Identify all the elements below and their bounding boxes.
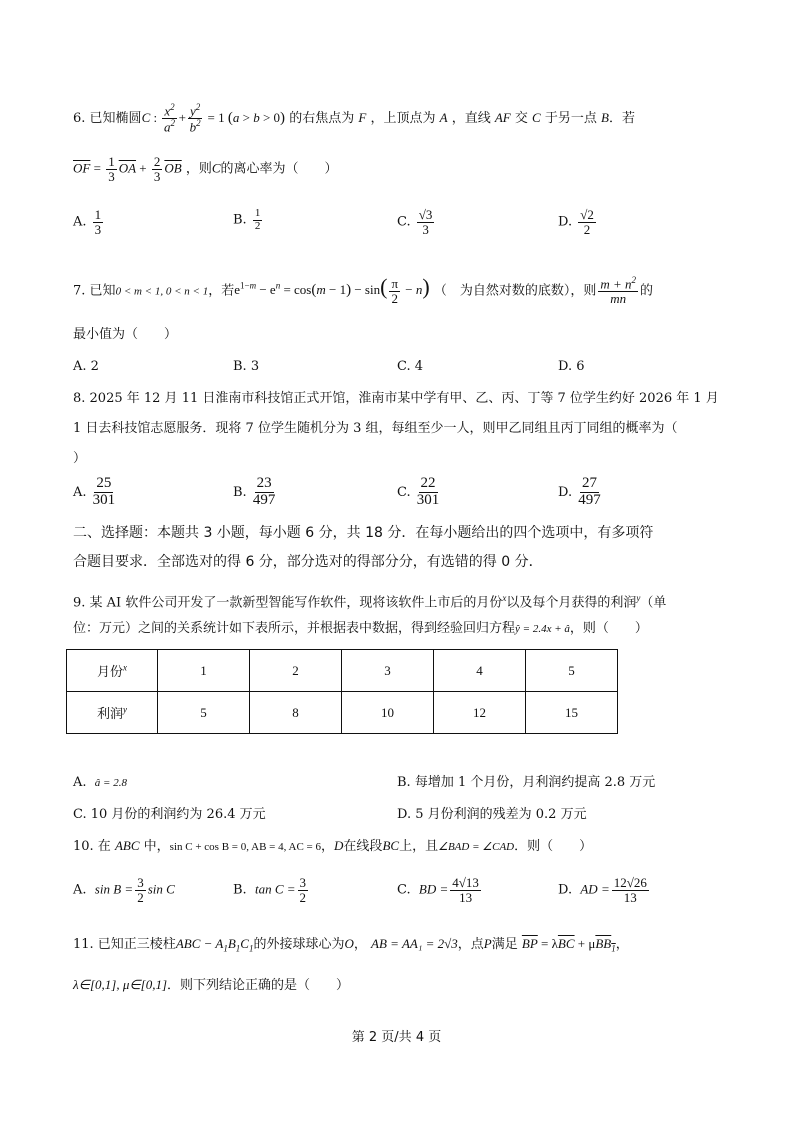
q7-option-d: D. 6 [558, 359, 585, 374]
q10-option-c: C. BD = $\frac{4√13}{13}$ [397, 875, 479, 905]
q6-option-a: A. $\frac{1}{3}$ [73, 207, 102, 237]
q7-option-b: B. 3 [233, 359, 260, 374]
table-cell: 2 [250, 650, 342, 692]
q8-line2: 1 日去科技馆志愿服务．现将 7 位学生随机分为 3 组，每组至少一人，则甲乙同组且丙丁同组的概率为（ [73, 421, 678, 436]
q9-data-table [66, 649, 618, 734]
table-cell: 3 [342, 650, 434, 692]
table-cell: 5 [526, 650, 618, 692]
q6-option-d: D. $\frac{√2}{2}$ [558, 207, 594, 237]
q8-line1: 8. 2025 年 12 月 11 日淮南市科技馆正式开馆，淮南市某中学有甲、乙、丙、丁等 7 位学生约好 2026 年 1 月 [73, 391, 719, 406]
page-footer: 第 2 页/共 4 页 [351, 1030, 442, 1045]
prism-name: ABC − $A_1B_1C_1$ [175, 936, 254, 954]
table-row [67, 692, 618, 734]
vector-condition: $\overline{BP} = \lambda\overline{BC} + \mu BB_1$ [521, 936, 616, 954]
table-cell: 12 [434, 692, 526, 734]
table-cell: 10 [342, 692, 434, 734]
q7-option-c: C. 4 [397, 359, 424, 374]
table-cell: 15 [526, 692, 618, 734]
table-cell: 8 [250, 692, 342, 734]
q8-line3: ） [73, 451, 87, 466]
q8-option-a: A. $\frac{25}{301}$ [73, 475, 116, 508]
ellipse-equation: C [141, 109, 151, 125]
q7-line1: 7. 已知0 < m < 1, 0 < n < 1，若$e^{1-m} - e^n = \cos(m - 1) - \sin$( $\frac{\pi}{2}$ − n) （ 为自然对数的底数），则 $\frac{m + n^2}{mn}$ 的 [73, 274, 654, 306]
q9-line2: 位：万元）之间的关系统计如下表所示，并根据表中数据，得到经验回归方程ŷ = 2.4x + â，则（ ） [73, 621, 648, 636]
table-header-profit: 利润$^y$ [67, 692, 158, 734]
table-cell: 5 [158, 692, 250, 734]
q7-option-a: A. 2 [73, 359, 99, 374]
q8-option-d: D. $\frac{27}{497}$ [558, 475, 601, 508]
section-heading-line2: 合题目要求．全部选对的得 6 分，部分选对的得部分分，有选错的得 0 分． [73, 554, 543, 570]
table-cell: 4 [434, 650, 526, 692]
q6-line2: $\overline{OF}$ = $\frac{1}{3}$ $\overline{OA}$ + $\frac{2}{3}$ $\overline{OB}$ ，则C的离心率为（ ） [73, 154, 338, 184]
table-row [67, 650, 618, 692]
q10-option-a: A. sin B = $\frac{3}{2}$ sin C [73, 875, 175, 905]
q10-line1: 10. 在 ABC 中，sin C + cos B = 0, AB = 4, AC = 6，D在线段BC上，且∠BAD = ∠CAD．则（ ） [73, 838, 593, 854]
q8-option-c: C. $\frac{22}{301}$ [397, 475, 440, 508]
table-cell: 1 [158, 650, 250, 692]
q6-line1: 6. 已知椭圆C : $\frac{x^2}{a^2}$ + $\frac{y^2}{b^2}$ = 1 (a > b > 0) 的右焦点为 F ，上顶点为 A ，直线 AF 交 C 于另一点 B．若 [73, 102, 635, 135]
q11-line2: λ∈[0,1], μ∈[0,1]．则下列结论正确的是（ ） [73, 977, 350, 993]
q9-option-c: C. 10 月份的利润约为 26.4 万元 [73, 807, 266, 822]
q9-option-b: B. 每增加 1 个月份，月利润约提高 2.8 万元 [397, 775, 656, 790]
q9-option-a: A. â = 2.8 [73, 775, 127, 790]
section-heading-line1: 二、选择题：本题共 3 小题，每小题 6 分，共 18 分．在每小题给出的四个选项中，有多项符 [73, 525, 654, 541]
table-header-month: 月份$^x$ [67, 650, 158, 692]
q7-line2: 最小值为（ ） [73, 327, 178, 342]
q9-option-d: D. 5 月份利润的残差为 0.2 万元 [397, 807, 587, 822]
q10-option-d: D. AD = $\frac{12√26}{13}$ [558, 875, 647, 905]
vector-equation: $\overline{OF}$ [73, 160, 91, 176]
q8-option-b: B. $\frac{23}{497}$ [233, 475, 276, 508]
q6-option-b: B. $\frac{1}{2}$ [233, 207, 261, 232]
q11-line1: 11. 已知正三棱柱ABC − $A_1B_1C_1$的外接球球心为O， AB = AA₁ = 2√3，点P满足 $\overline{BP} = \lambda\overline{BC} + \mu BB_1$， [73, 936, 629, 954]
q6-option-c: C. $\frac{√3}{3}$ [397, 207, 433, 237]
q7-equation: $e^{1-m} - e^n = \cos(m - 1) - \sin$( $\frac{\pi}{2}$ − n) [234, 274, 430, 306]
q9-line1: 9. 某 AI 软件公司开发了一款新型智能写作软件，现将该软件上市后的月份$^x$以及每个月获得的利润$^y$（单 [73, 593, 667, 611]
q10-option-b: B. tan C = $\frac{3}{2}$ [233, 875, 307, 905]
